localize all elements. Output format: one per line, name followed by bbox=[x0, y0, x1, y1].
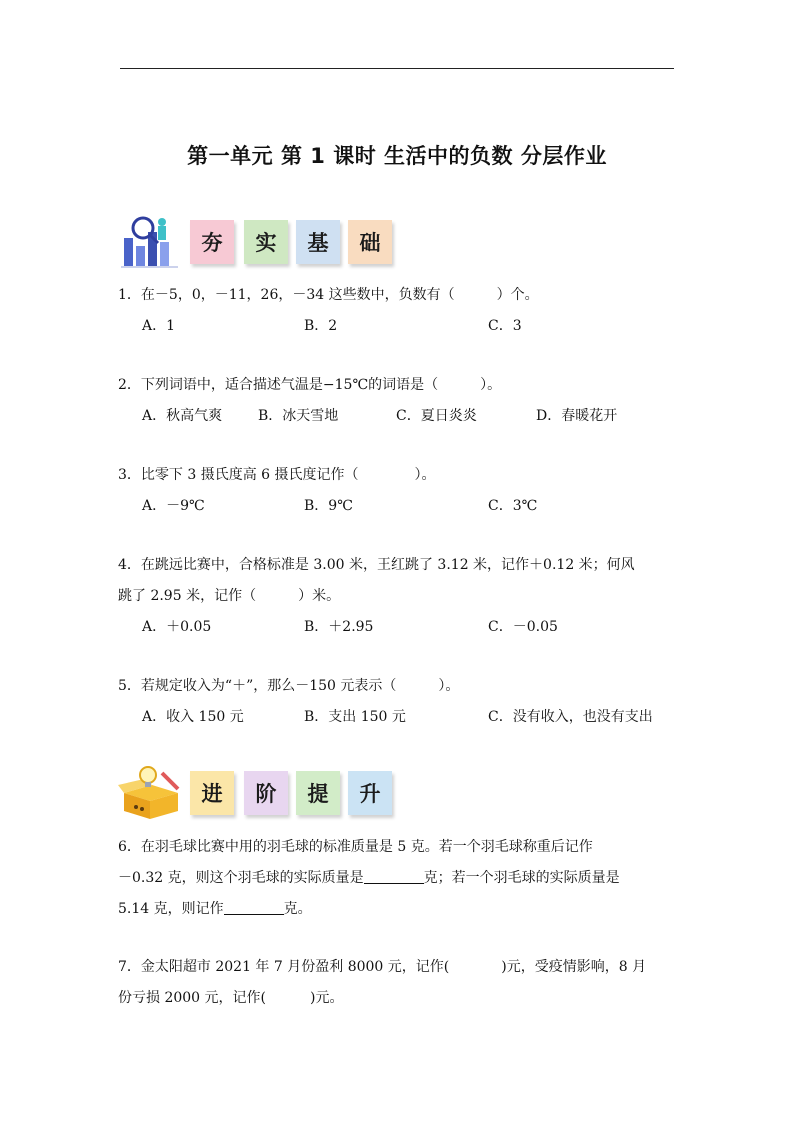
banner-tile-4: 础 bbox=[348, 220, 392, 264]
page-title: 第一单元 第 1 课时 生活中的负数 分层作业 bbox=[187, 144, 607, 168]
question-text: －0.32 克，则这个羽毛球的实际质量是 bbox=[118, 870, 364, 886]
question-stem: 5．若规定收入为“＋”，那么－150 元表示（ ）。 bbox=[118, 678, 460, 694]
banner-tile-3: 基 bbox=[296, 220, 340, 264]
option-b: B．2 bbox=[304, 318, 338, 334]
option-a: A．收入 150 元 bbox=[142, 709, 244, 725]
option-c: C．夏日炎炎 bbox=[396, 408, 477, 424]
question-stem bbox=[118, 952, 678, 983]
question-1 bbox=[118, 285, 678, 336]
question-3 bbox=[118, 465, 678, 516]
option-c: C．3 bbox=[488, 318, 522, 334]
option-b: B．支出 150 元 bbox=[304, 709, 406, 725]
question-text: 7．金太阳超市 2021 年 7 月份盈利 8000 元，记作( bbox=[118, 959, 450, 975]
magnifier-chart-icon bbox=[118, 212, 184, 272]
option-c: C．没有收入，也没有支出 bbox=[488, 709, 653, 725]
question-stem: 1．在－5，0，－11，26，－34 这些数中，负数有（ ）个。 bbox=[118, 287, 539, 303]
question-text: 份亏损 2000 元，记作( bbox=[118, 990, 266, 1006]
option-b: B．9℃ bbox=[304, 498, 353, 514]
question-2 bbox=[118, 375, 678, 426]
question-stem: 3．比零下 3 摄氏度高 6 摄氏度记作（ ）。 bbox=[118, 467, 436, 483]
question-7 bbox=[118, 952, 678, 1014]
question-stem: 2．下列词语中，适合描述气温是−15℃的词语是（ ）。 bbox=[118, 377, 502, 393]
answer-blank[interactable] bbox=[224, 900, 284, 915]
banner-tile-4: 升 bbox=[348, 771, 392, 815]
question-text: 克。 bbox=[283, 901, 312, 917]
question-6 bbox=[118, 832, 678, 925]
banner-tile-1: 进 bbox=[190, 771, 234, 815]
question-stem: 4．在跳远比赛中，合格标准是 3.00 米，王红跳了 3.12 米，记作＋0.12 米；何风 bbox=[118, 557, 635, 573]
banner-tile-2: 实 bbox=[244, 220, 288, 264]
option-d: D．春暖花开 bbox=[536, 408, 618, 424]
option-b: B．＋2.95 bbox=[304, 619, 374, 635]
option-a: A．＋0.05 bbox=[142, 619, 212, 635]
option-c: C．3℃ bbox=[488, 498, 538, 514]
question-text: )元。 bbox=[310, 990, 344, 1006]
section-banner-advanced bbox=[118, 763, 418, 823]
question-stem-cont bbox=[118, 894, 678, 925]
banner-tile-2: 阶 bbox=[244, 771, 288, 815]
answer-blank[interactable] bbox=[364, 869, 424, 884]
banner-tile-3: 提 bbox=[296, 771, 340, 815]
option-a: A．1 bbox=[142, 318, 176, 334]
question-stem: 6．在羽毛球比赛中用的羽毛球的标准质量是 5 克。若一个羽毛球称重后记作 bbox=[118, 839, 593, 855]
question-5 bbox=[118, 676, 678, 727]
banner-tile-1: 夯 bbox=[190, 220, 234, 264]
option-c: C．－0.05 bbox=[488, 619, 558, 635]
idea-box-icon bbox=[118, 763, 184, 823]
question-stem-cont bbox=[118, 983, 678, 1014]
question-text: 5.14 克，则记作 bbox=[118, 901, 224, 917]
question-text: )元，受疫情影响，8 月 bbox=[501, 959, 647, 975]
section-banner-basic bbox=[118, 212, 418, 272]
header-rule bbox=[120, 68, 674, 69]
option-a: A．－9℃ bbox=[142, 498, 205, 514]
question-4 bbox=[118, 555, 678, 637]
question-stem-cont: 跳了 2.95 米，记作（ ）米。 bbox=[118, 588, 341, 604]
option-a: A．秋高气爽 bbox=[142, 408, 223, 424]
question-stem-cont bbox=[118, 863, 678, 894]
option-b: B．冰天雪地 bbox=[258, 408, 339, 424]
question-text: 克；若一个羽毛球的实际质量是 bbox=[423, 870, 620, 886]
